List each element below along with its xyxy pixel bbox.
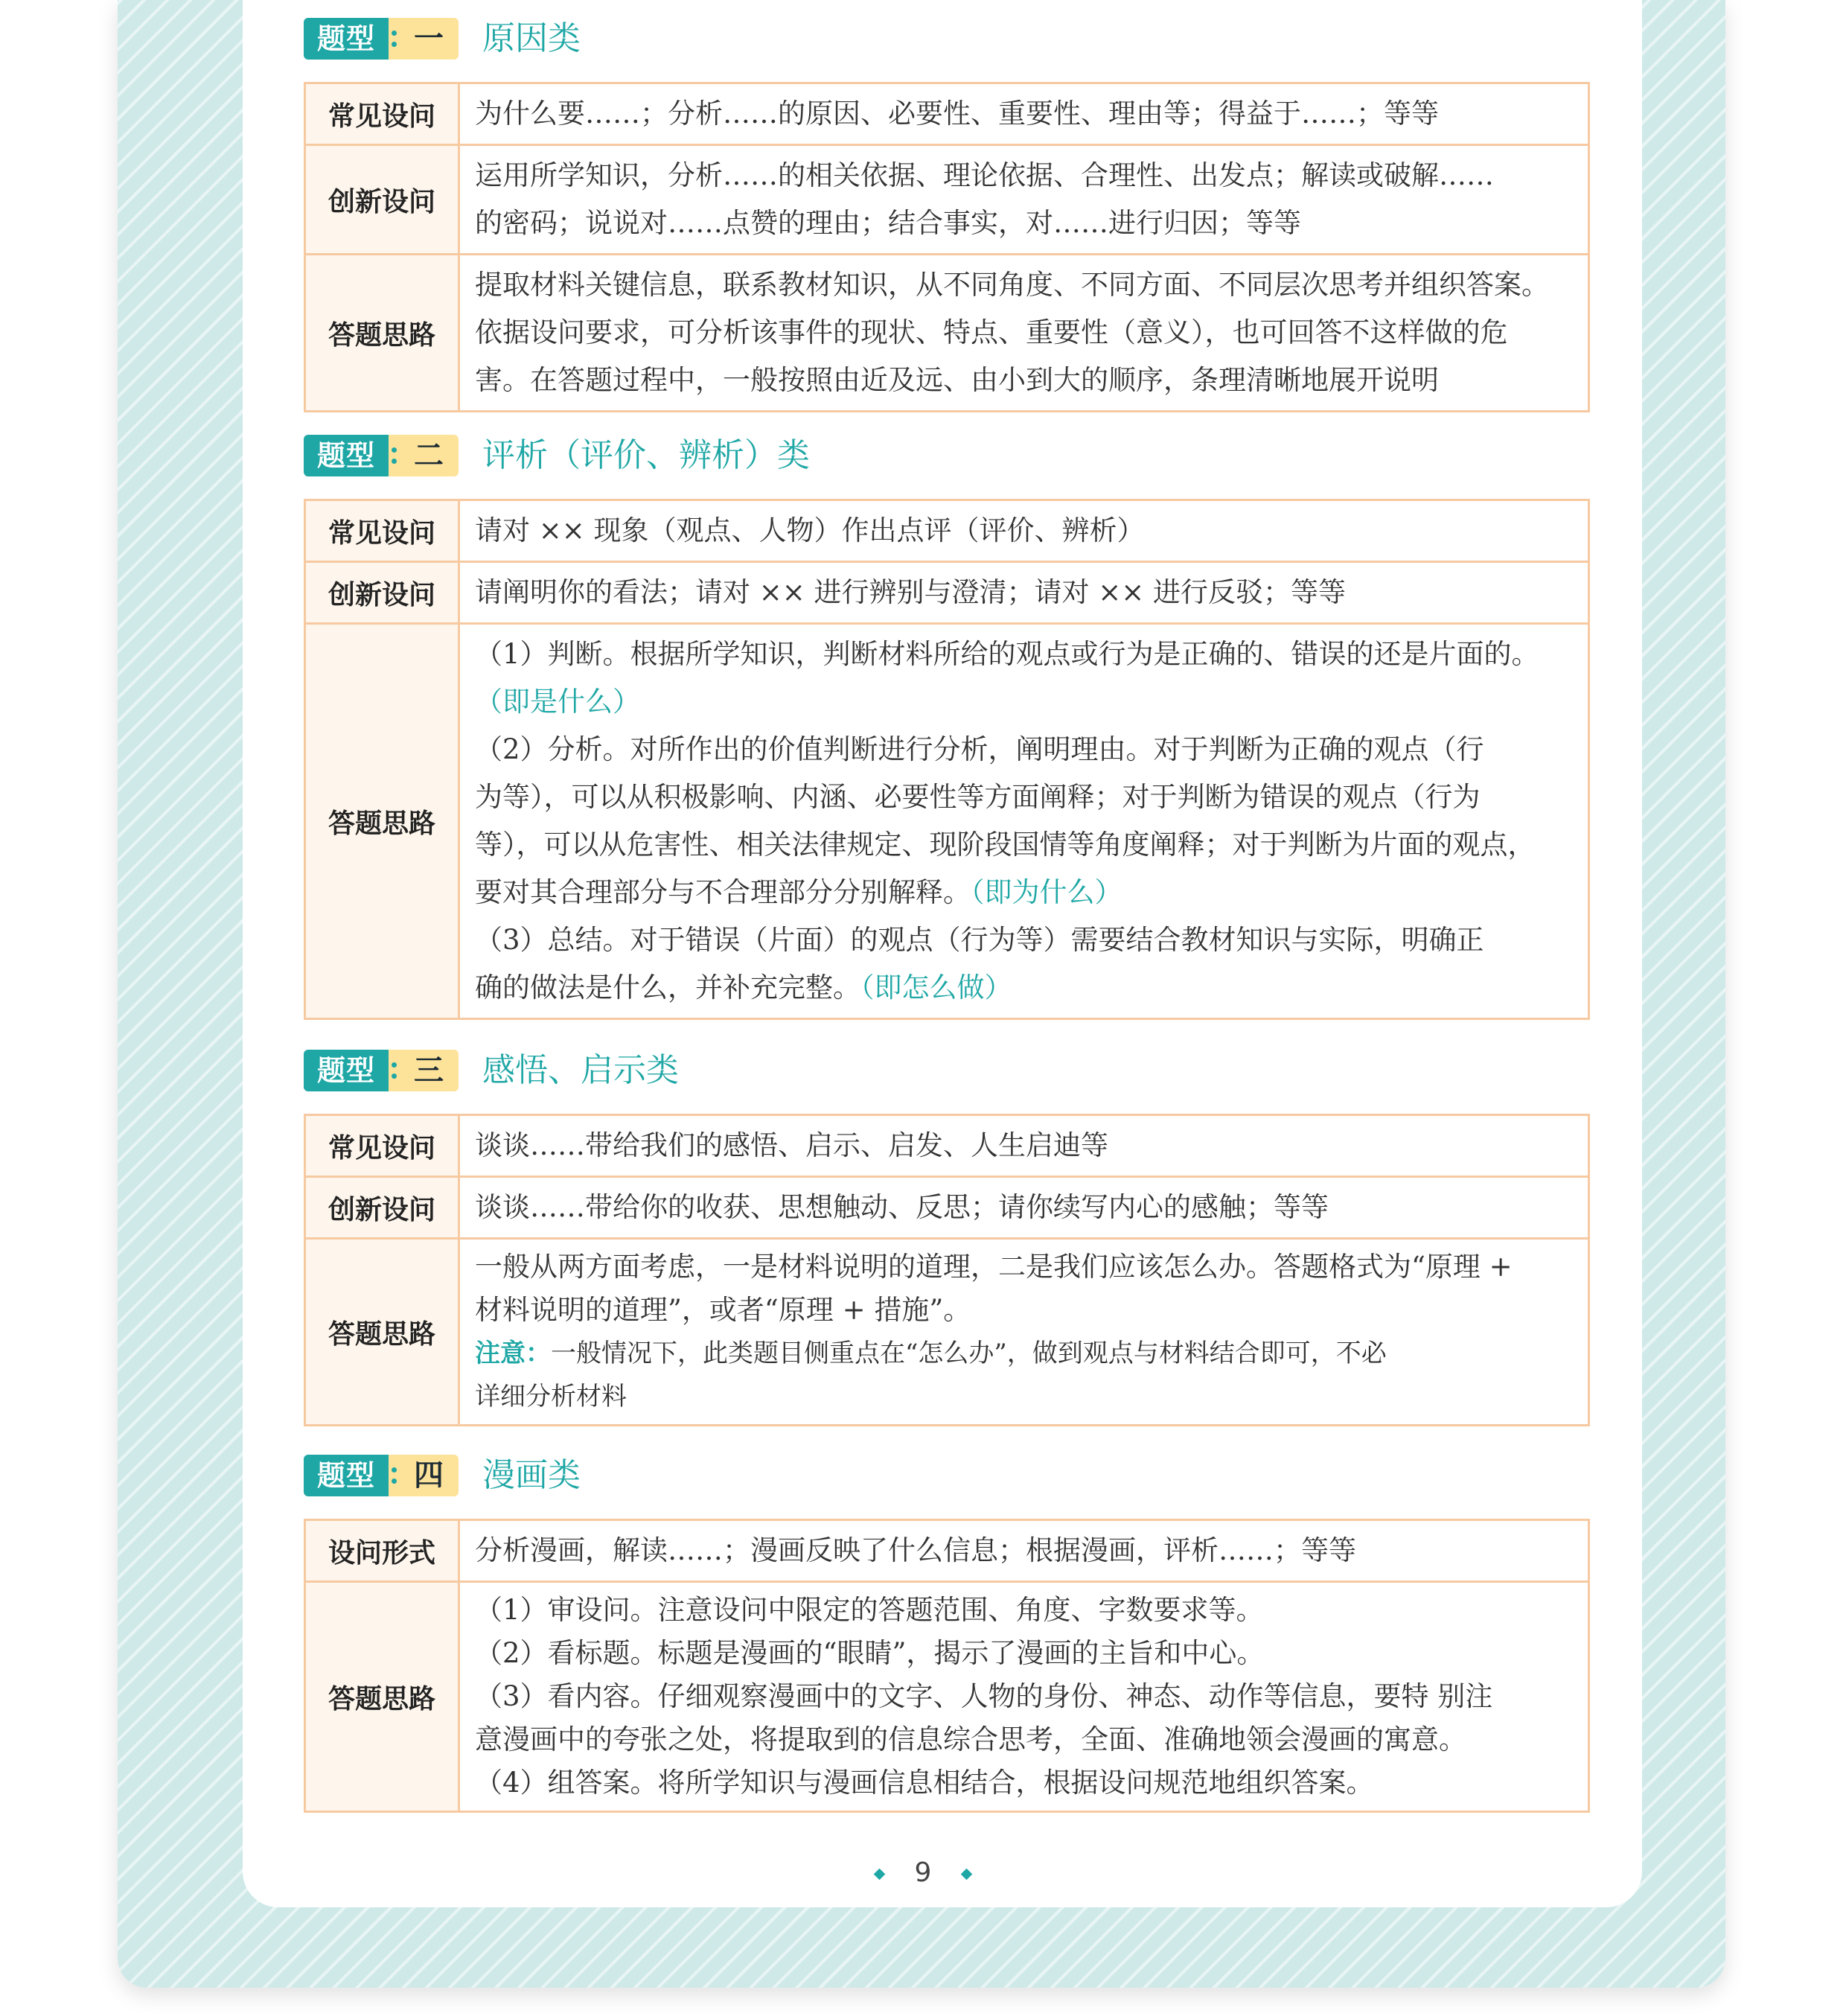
content-text: 要对其合理部分与不合理部分分别解释。 [475,876,971,908]
table-row [305,1582,1589,1812]
section-heading [304,433,1590,478]
content-line: 提取材料关键信息，联系教材知识，从不同角度、不同方面、不同层次思考并组织答案。 [475,269,1549,301]
content-line: （2）看标题。标题是漫画的“眼睛”，揭示了漫画的主旨和中心。 [475,1637,1265,1669]
row-content: 谈谈……带给我们的感悟、启示、启发、人生启迪等 [459,1115,1589,1177]
row-content: 谈谈……带给你的收获、思想触动、反思；请你续写内心的感触；等等 [459,1177,1589,1239]
section-insight [304,1048,1590,1426]
hint-why: （即为什么） [971,876,1122,908]
row-label: 答题思路 [305,1239,459,1426]
content-line: （1）判断。根据所学知识，判断材料所给的观点或行为是正确的、错误的还是片面的。 [475,638,1539,670]
table-row [305,83,1589,145]
table-row [305,1239,1589,1426]
table-row [305,1115,1589,1177]
question-type-tag [304,435,459,476]
tag-number: 四 [399,1455,459,1496]
content-line: 一般从两方面考虑，一是材料说明的道理，二是我们应该怎么办。答题格式为“原理 + [475,1251,1513,1283]
tag-dots [389,18,399,60]
note-line [475,1332,1573,1375]
hint-how: （即怎么做） [860,972,1012,1004]
question-type-tag [304,1455,459,1496]
content-line: （3）看内容。仔细观察漫画中的文字、人物的身份、神态、动作等信息，要特 别注 [475,1680,1493,1712]
row-label: 创新设问 [305,562,459,624]
row-label: 创新设问 [305,145,459,255]
page-number: 9 [914,1857,932,1888]
note-line: 详细分析材料 [475,1382,627,1411]
section-table [304,82,1590,412]
tag-text: 题型 [304,18,389,60]
content-line [475,964,1573,1012]
tag-dots [389,435,399,476]
row-label: 常见设问 [305,1115,459,1177]
section-table [304,1114,1590,1426]
section-title: 漫画类 [482,1456,581,1494]
section-table [304,1519,1590,1813]
tag-text: 题型 [304,1050,389,1091]
table-row [305,255,1589,412]
content-line: 材料说明的道理”，或者“原理 + 措施”。 [475,1294,971,1326]
row-content [459,1582,1589,1812]
question-type-tag [304,18,459,60]
content-line: 等），可以从危害性、相关法律规定、现阶段国情等角度阐释；对于判断为片面的观点， [475,829,1536,861]
table-row [305,1177,1589,1239]
row-label: 常见设问 [305,83,459,145]
tag-number: 三 [399,1050,459,1091]
section-reason [304,16,1590,412]
content-line: 害。在答题过程中，一般按照由近及远、由小到大的顺序，条理清晰地展开说明 [475,364,1439,396]
section-table [304,499,1590,1020]
row-content: 为什么要……；分析……的原因、必要性、重要性、理由等；得益于……；等等 [459,83,1589,145]
tag-dots [389,1050,399,1091]
content-line: 为等），可以从积极影响、内涵、必要性等方面阐释；对于判断为错误的观点（行为 [475,781,1481,813]
diamond-icon [961,1868,973,1880]
section-title: 评析（评价、辨析）类 [482,436,810,474]
tag-number: 二 [399,435,459,476]
content-line: 依据设问要求，可分析该事件的现状、特点、重要性（意义），也可回答不这样做的危 [475,316,1508,348]
content-line: （2）分析。对所作出的价值判断进行分析，阐明理由。对于判断为正确的观点（行 [475,733,1484,765]
table-row [305,624,1589,1019]
note-label: 注意： [475,1339,551,1368]
content-text: 确的做法是什么，并补充完整。 [475,972,860,1004]
tag-dots [389,1455,399,1496]
question-type-tag [304,1050,459,1091]
content-line: （4）组答案。将所学知识与漫画信息相结合，根据设问规范地组织答案。 [475,1767,1374,1799]
content-line: 的密码；说说对……点赞的理由；结合事实，对……进行归因；等等 [475,207,1301,239]
row-content: 请阐明你的看法；请对 ×× 进行辨别与澄清；请对 ×× 进行反驳；等等 [459,562,1589,624]
table-row [305,500,1589,562]
row-content: 分析漫画，解读……；漫画反映了什么信息；根据漫画，评析……；等等 [459,1520,1589,1582]
tag-text: 题型 [304,1455,389,1496]
section-heading [304,1048,1590,1093]
row-label: 答题思路 [305,624,459,1019]
row-content [459,624,1589,1019]
content-line: 意漫画中的夸张之处，将提取到的信息综合思考，全面、准确地领会漫画的寓意。 [475,1723,1466,1755]
section-evaluation [304,433,1590,1020]
row-label: 创新设问 [305,1177,459,1239]
row-label: 设问形式 [305,1520,459,1582]
section-title: 感悟、启示类 [482,1051,679,1089]
table-row [305,562,1589,624]
content-line: （3）总结。对于错误（片面）的观点（行为等）需要结合教材知识与实际，明确正 [475,924,1484,956]
content-line: （1）审设问。注意设问中限定的答题范围、角度、字数要求等。 [475,1594,1264,1626]
tag-number: 一 [399,18,459,60]
note-text: 一般情况下，此类题目侧重点在“怎么办”，做到观点与材料结合即可，不必 [551,1339,1387,1368]
row-label: 常见设问 [305,500,459,562]
row-label: 答题思路 [305,1582,459,1812]
section-cartoon [304,1453,1590,1813]
hint-what: （即是什么） [475,686,640,718]
tag-text: 题型 [304,435,389,476]
row-content [459,255,1589,412]
row-content: 请对 ×× 现象（观点、人物）作出点评（评价、辨析） [459,500,1589,562]
content-line: 运用所学知识，分析……的相关依据、理论依据、合理性、出发点；解读或破解…… [475,159,1494,191]
content-line [475,869,1573,916]
section-heading [304,1453,1590,1498]
section-title: 原因类 [482,19,581,57]
page-footer [0,1857,1846,1888]
row-content [459,1239,1589,1426]
section-heading [304,16,1590,61]
diamond-icon [873,1868,885,1880]
table-row [305,1520,1589,1582]
table-row [305,145,1589,255]
row-label: 答题思路 [305,255,459,412]
row-content [459,145,1589,255]
